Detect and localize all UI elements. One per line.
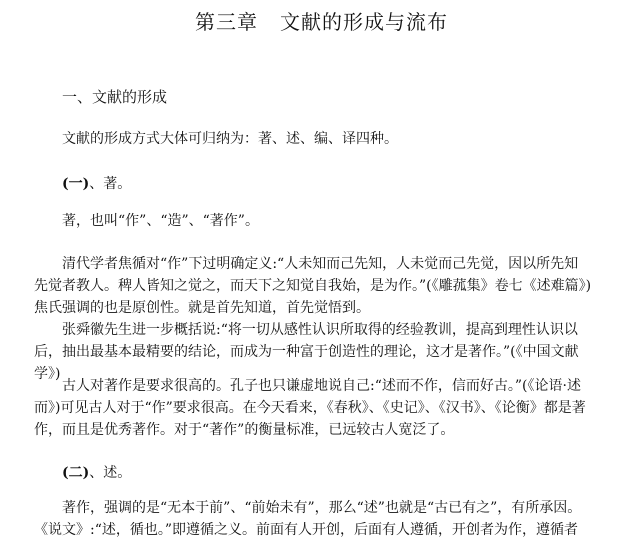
chapter-name: 文献的形成与流布 [280,10,448,34]
subsection-label: (二) [62,465,90,481]
subsection-heading-zhu [62,173,131,193]
paragraph-zhang-shunhui: 张舜徽先生进一步概括说:“将一切从感性认识所取得的经验教训，提高到理性认识以后，抽出最基本最精要的结论，而成为一种富于创造性的理论，这才是著作。”(《中国文献学》) [34,322,579,382]
paragraph-jiao-xun: 清代学者焦循对“作”下过明确定义:“人未知而己先知，人未觉而己先觉，因以所先知先觉者教人。稗人皆知之觉之，而天下之知觉自我始，是为作。”(《雕菰集》卷七《述难篇》)焦氏强调的也是原创性。就是首先知道，首先觉悟到。 [34,256,592,316]
subsection-label: (一) [62,176,90,192]
definition-paragraph: 著，也叫“作”、“造”、“著作”。 [62,213,259,229]
subsection-heading-shu [62,462,131,482]
paragraph-shu: 著作，强调的是“无本于前”、“前始未有”，那么“述”也就是“古已有之”，有所承因。《说文》:“述，循也。”即遵循之义。前面有人开创，后面有人遵循，开创者为作，遵循者 [34,500,582,538]
chapter-title [0,6,643,35]
section-intro: 文献的形成方式大体可归纳为：著、述、编、译四种。 [62,131,398,147]
paragraph-ancients: 古人对著作是要求很高的。孔子也只谦虚地说自己:“述而不作，信而好古。”(《论语·述而》)可见古人对于“作”要求很高。在今天看来，《春秋》、《史记》、《汉书》、《论衡》都是著作，而且是优秀著作。对于“著作”的衡量标准，已远较古人宽泛了。 [34,378,586,438]
subsection-title: 、著。 [89,176,132,192]
subsection-title: 、述。 [89,465,132,481]
section-heading: 一、文献的形成 [62,88,168,106]
chapter-number: 第三章 [195,10,258,34]
